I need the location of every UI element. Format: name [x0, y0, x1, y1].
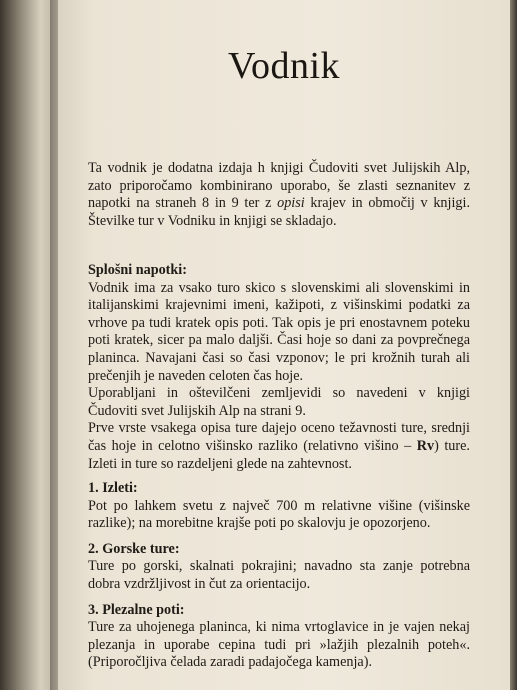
intro-text-end: krajev in območij v knjigi. Številke tur v Vodniku in knjigi se skladajo.: [88, 195, 470, 229]
section-izleti: [88, 480, 470, 533]
section-heading: 3. Plezalne poti:: [88, 601, 185, 618]
general-notes: [88, 262, 470, 473]
section-gorske-ture: [88, 541, 470, 594]
section-text: Pot po lahkem svetu z največ 700 m relativne višine (višinske razlike); na morebitne krajše poti po skalovju je opozorjeno.: [88, 497, 470, 532]
section-text: Ture za uhojenega planinca, ki nima vrtoglavice in je vajen nekaj plezanja in uporabe cepina tudi pri »lažjih plezalnih poteh«. (Priporočljiva čelada zaradi padajočega kamenja).: [88, 619, 470, 671]
general-paragraph-3: [88, 420, 470, 473]
difficulty-list: [88, 472, 470, 672]
intro-text-start: Ta vodnik je dodatna izdaja h knjigi Čudoviti svet Julijskih Alp, zato priporočamo kombinirano uporabo, še zlasti seznanitev z napotki na straneh 8 in 9 ter z: [88, 160, 470, 212]
book-page: [58, 0, 510, 690]
rv-abbreviation: Rv: [416, 437, 435, 454]
section-heading: 1. Izleti:: [88, 480, 138, 496]
page-title: Vodnik: [227, 45, 341, 87]
intro-paragraph: [88, 160, 470, 230]
general-heading: Splošni napotki:: [88, 262, 187, 278]
general-p3-start: Prve vrste vsakega opisa ture dajejo oceno težavnosti ture, srednji čas hoje in celotno višinsko razliko (relativno višino –: [88, 420, 470, 454]
general-paragraph-2: Uporabljani in oštevilčeni zemljevidi so navedeni v knjigi Čudoviti svet Julijskih Alp na strani 9.: [88, 385, 470, 419]
intro-italic: opisi: [277, 195, 305, 212]
page-edge: [510, 0, 517, 690]
section-text: Ture po gorski, skalnati pokrajini; navadno sta zanje potrebna dobra vzdržljivost in čut za orientacijo.: [88, 558, 470, 592]
section-heading: 2. Gorske ture:: [88, 540, 180, 557]
section-plezalne-poti: [88, 602, 470, 672]
general-p3-end: ) ture. Izleti in ture so razdeljeni glede na zahtevnost.: [88, 437, 470, 472]
general-paragraph-1: Vodnik ima za vsako turo skico s slovenskimi ali slovenskimi in italijanskimi krajevnimi imeni, kažipoti, z višinskimi podatki za vrhove pa tudi kratek opis poti. Tak opis je pri enostavnem poteku poti kratek, sicer pa malo daljši. Časi hoje so dani za povprečnega planinca. Navajani časi so časi vzponov; le pri krožnih turah ali prečenjih je naveden celoten čas hoje.: [88, 279, 470, 384]
